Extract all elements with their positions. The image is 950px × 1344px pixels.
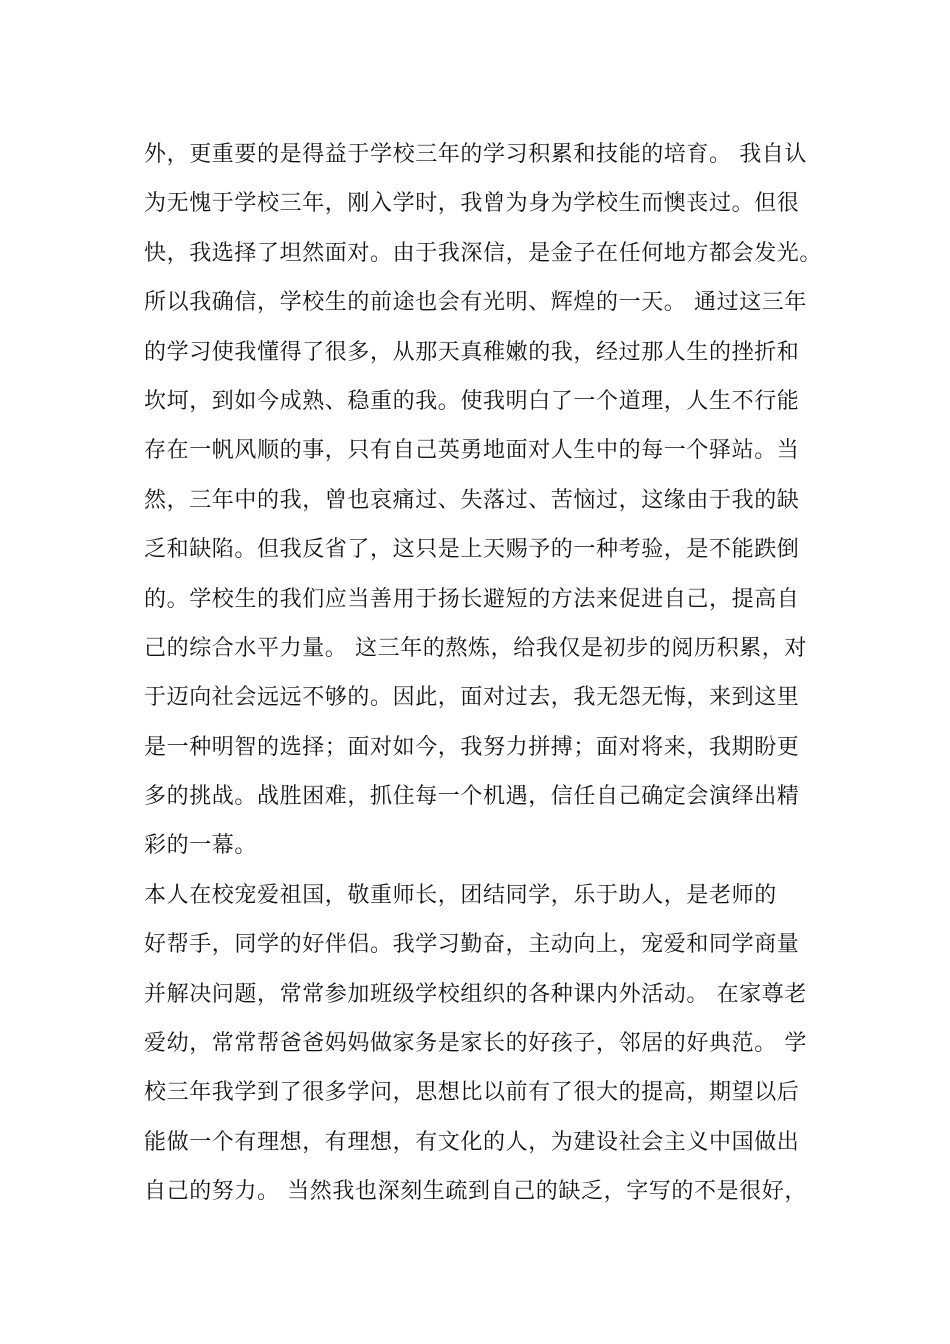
text-line: 爱幼，常常帮爸爸妈妈做家务是家长的好孩子，邻居的好典范。 学 (144, 1031, 807, 1057)
text-line: 然，三年中的我，曾也哀痛过、失落过、苦恼过，这缘由于我的缺 (144, 487, 800, 513)
text-line: 自己的努力。 当然我也深刻生疏到自己的缺乏，字写的不是很好， (144, 1179, 807, 1205)
body-text (144, 130, 824, 1217)
text-line: 乏和缺陷。但我反省了，这只是上天赐予的一种考验，是不能跌倒 (144, 537, 800, 563)
text-line: 校三年我学到了很多学问，思想比以前有了很大的提高，期望以后 (144, 1080, 800, 1106)
text-line: 的学习使我懂得了很多，从那天真稚嫩的我，经过那人生的挫折和 (144, 339, 800, 365)
text-line: 是一种明智的选择；面对如今，我努力拼搏；面对将来，我期盼更 (144, 734, 800, 760)
text-line: 存在一帆风顺的事，只有自己英勇地面对人生中的每一个驿站。当 (144, 438, 800, 464)
text-line: 外，更重要的是得益于学校三年的学习积累和技能的培育。 我自认 (144, 142, 807, 167)
text-line: 好帮手，同学的好伴侣。我学习勤奋，主动向上，宠爱和同学商量 (144, 932, 800, 958)
text-line: 并解决问题，常常参加班级学校组织的各种课内外活动。 在家尊老 (144, 981, 807, 1007)
text-line: 本人在校宠爱祖国，敬重师长，团结同学，乐于助人，是老师的 (144, 882, 777, 908)
text-line: 坎坷，到如今成熟、稳重的我。使我明白了一个道理，人生不行能 (144, 388, 800, 414)
text-line: 的。学校生的我们应当善用于扬长避短的方法来促进自己，提高自 (144, 586, 800, 612)
text-line: 所以我确信，学校生的前途也会有光明、辉煌的一天。 通过这三年 (144, 290, 807, 316)
text-line: 快，我选择了坦然面对。由于我深信，是金子在任何地方都会发光。 (144, 240, 823, 266)
text-line: 己的综合水平力量。 这三年的熬炼，给我仅是初步的阅历积累，对 (144, 635, 807, 661)
text-line: 能做一个有理想，有理想，有文化的人，为建设社会主义中国做出 (144, 1129, 800, 1155)
text-line: 为无愧于学校三年，刚入学时，我曾为身为学校生而懊丧过。但很 (144, 191, 800, 217)
text-line: 彩的一幕。 (144, 833, 258, 859)
text-line: 于迈向社会远远不够的。因此，面对过去，我无怨无悔，来到这里 (144, 685, 800, 711)
text-line: 多的挑战。战胜困难，抓住每一个机遇，信任自己确定会演绎出精 (144, 784, 800, 810)
